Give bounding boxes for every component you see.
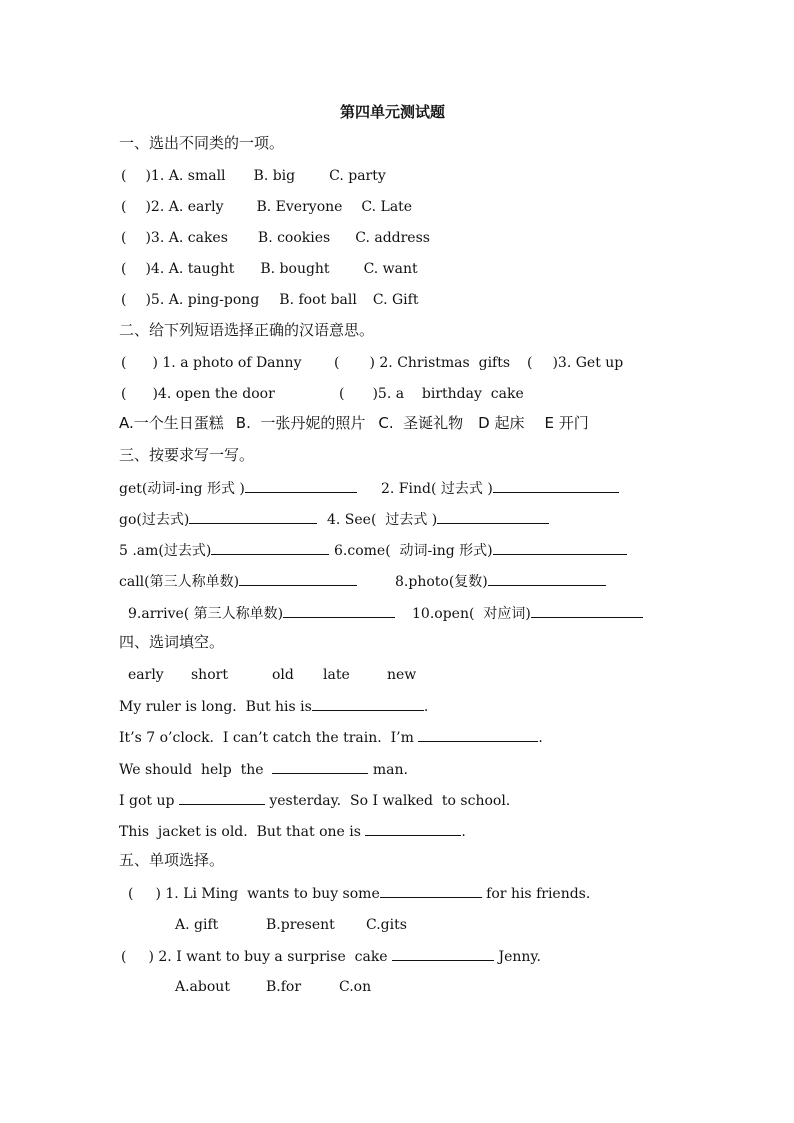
option-a: A. cakes [168,230,228,246]
fill-sentence [119,792,510,809]
phrase-2: ) 2. Christmas gifts [369,355,511,371]
word-bank-word: short [191,667,228,683]
sentence-text: We should help the [119,762,273,778]
choice-option: B.present [266,917,335,933]
sentence-text: This jacket is old. But that one is [119,824,366,840]
write-prompt: 8.photo(复数) [395,574,488,590]
answer-blank[interactable] [245,480,357,493]
sentence-end: . [538,730,543,746]
choice-option: A. gift [175,917,219,933]
question-row: ( )5. a birthday cake [339,386,524,402]
write-row [412,605,643,622]
question-row: ( )4. open the door [121,386,275,402]
question-number: )2. [145,199,165,215]
answer-blank[interactable] [272,761,368,774]
answer-blank[interactable] [392,948,494,961]
question-text-end: Jenny. [494,949,541,965]
question-number: )1. [145,168,165,184]
section-heading-1: 一、选出不同类的一项。 [119,134,285,152]
answer-blank[interactable] [380,885,482,898]
answer-blank[interactable] [493,480,619,493]
option-c: C. Gift [372,292,419,308]
section-heading-4: 四、选词填空。 [119,633,225,651]
write-row [381,480,619,497]
page-title: 第四单元测试题 [340,103,446,121]
question-row: ( ) 1. a photo of Danny [121,355,302,371]
word-bank-word: late [323,667,350,683]
write-prompt: 5 .am(过去式) [119,543,212,559]
write-prompt: 2. Find( 过去式 ) [381,481,493,497]
answer-blank[interactable] [365,823,461,836]
answer-blank[interactable] [211,542,329,555]
sentence-end: . [461,824,466,840]
question-number: )3. [145,230,165,246]
option-c: C. address [355,230,430,246]
option-a: A. ping-pong [168,292,260,308]
question-text: ) 2. I want to buy a surprise cake [148,949,393,965]
phrase-3: )3. Get up [552,355,624,371]
sentence-end: yesterday. So I walked to school. [264,793,511,809]
answer-blank[interactable] [312,698,424,711]
answer-blank[interactable] [488,573,606,586]
sentence-end: . [423,699,429,715]
write-row [128,605,395,622]
question-number: )5. [145,292,165,308]
write-prompt: 4. See( 过去式 ) [327,512,438,528]
meaning-e: E 开门 [544,414,589,432]
write-prompt: 10.open( 对应词) [412,606,531,622]
write-prompt: 9.arrive( 第三人称单数) [128,606,284,622]
write-row [327,511,549,528]
choice-question: ( ) 1. Li Ming wants to buy some for his friends. [128,886,591,902]
option-b: B. foot ball [279,292,357,308]
choice-question: ( ) 2. I want to buy a surprise cake Jenny. [121,949,541,965]
option-a: A. taught [168,261,235,277]
option-b: B. Everyone [256,199,343,215]
question-row: ( ) 2. Christmas gifts [334,355,511,371]
choice-option: B.for [266,979,302,995]
answer-blank[interactable] [531,605,643,618]
write-row [119,480,357,497]
option-c: C. want [363,261,418,277]
write-prompt: 6.come( 动词-ing 形式) [334,543,493,559]
choice-option: A.about [175,979,230,995]
answer-blank[interactable] [437,511,549,524]
answer-blank[interactable] [189,511,317,524]
meaning-c: C. 圣诞礼物 [378,414,464,432]
option-a: A. early [168,199,224,215]
phrase-1: ) 1. a photo of Danny [152,355,302,371]
option-b: B. cookies [257,230,331,246]
question-row: ( )3. Get up [527,355,624,371]
answer-blank[interactable] [239,573,357,586]
answer-blank[interactable] [493,542,627,555]
fill-sentence [119,823,466,840]
question-row: ( )1. A. small B. big C. party [121,168,386,184]
section-heading-2: 二、给下列短语选择正确的汉语意思。 [119,321,375,339]
write-row [334,542,627,559]
option-b: B. bought [260,261,330,277]
answer-blank[interactable] [418,729,538,742]
sentence-text: I got up [119,793,179,809]
sentence-end: man. [368,762,408,778]
write-prompt: go(过去式) [119,512,190,528]
word-bank-word: new [387,667,417,683]
fill-sentence [119,698,428,715]
choice-option: C.gits [366,917,407,933]
phrase-4: )4. open the door [152,386,275,402]
choice-option: C.on [339,979,372,995]
option-c: C. Late [361,199,413,215]
question-row: ( )3. A. cakes B. cookies C. address [121,230,430,246]
sentence-text: My ruler is long. But his is [119,699,312,715]
fill-sentence [119,729,543,746]
meaning-options [119,415,589,431]
question-row: ( )5. A. ping-pong B. foot ball C. Gift [121,292,419,308]
answer-blank[interactable] [283,605,395,618]
word-bank-word: early [128,667,164,683]
question-text: ) 1. Li Ming wants to buy some [155,886,380,902]
question-row: ( )2. A. early B. Everyone C. Late [121,199,413,215]
write-row [119,542,329,559]
meaning-a: A.一个生日蛋糕 [119,414,224,432]
write-row [395,573,606,590]
option-b: B. big [253,168,296,184]
question-number: )4. [145,261,165,277]
section-heading-3: 三、按要求写一写。 [119,446,255,464]
meaning-b: B. 一张丹妮的照片 [235,414,366,432]
write-prompt: call(第三人称单数) [119,574,240,590]
answer-blank[interactable] [179,792,265,805]
sentence-text: It’s 7 o’clock. I can’t catch the train. I’m [119,730,419,746]
write-row [119,511,317,528]
fill-sentence [119,761,408,778]
question-text-end: for his friends. [481,886,591,902]
question-row: ( )4. A. taught B. bought C. want [121,261,418,277]
word-bank-word: old [272,667,294,683]
section-heading-5: 五、单项选择。 [119,851,225,869]
option-c: C. party [329,168,386,184]
write-prompt: get(动词-ing 形式 ) [119,481,245,497]
write-row [119,573,357,590]
meaning-d: D 起床 [478,414,525,432]
option-a: A. small [168,168,226,184]
phrase-5: )5. a birthday cake [372,386,524,402]
